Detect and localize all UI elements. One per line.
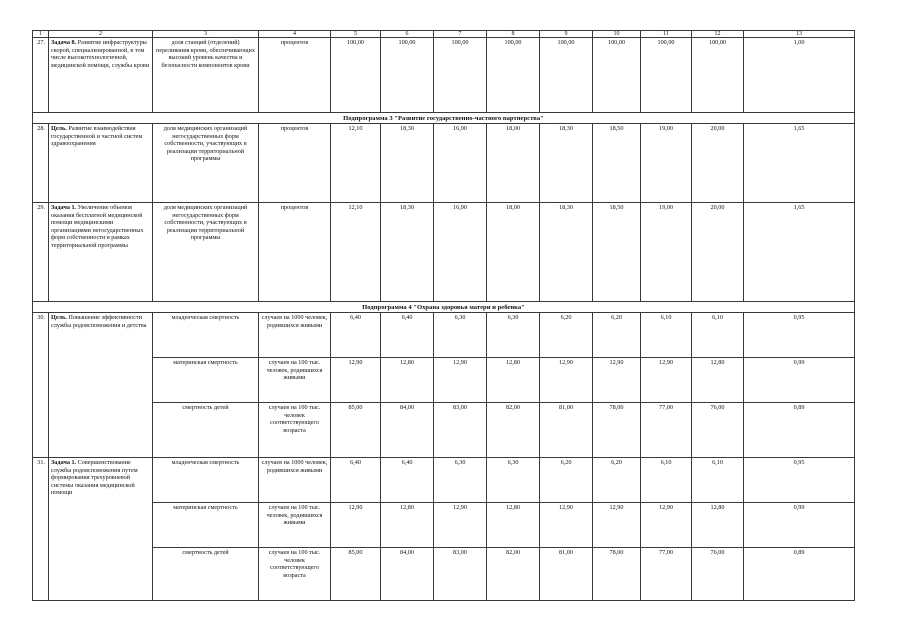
table-row (33, 203, 855, 302)
indicator-value: 100,00 (692, 38, 744, 113)
indicator-value: 6,40 (381, 458, 434, 503)
indicator-value: 6,30 (434, 313, 487, 358)
subprogram-title: Подпрограмма 4 "Охрана здоровья матери и ребенка" (33, 302, 855, 313)
goal-task-cell (49, 203, 153, 302)
indicator-value: 16,90 (434, 203, 487, 302)
column-header: 9 (540, 31, 593, 38)
unit-of-measure: процентов (259, 38, 331, 113)
column-header: 1 (33, 31, 49, 38)
indicator-value: 85,00 (331, 403, 381, 458)
unit-of-measure: случаев на 1000 человек, родившихся живыми (259, 313, 331, 358)
unit-of-measure: случаев на 100 тыс. человек соответствующего возраста (259, 403, 331, 458)
indicator-value: 16,90 (434, 124, 487, 203)
table-row (33, 358, 855, 403)
indicator-value: 20,00 (692, 124, 744, 203)
column-header: 10 (593, 31, 641, 38)
goal-task-text: Совершенствование службы родовспоможения путем формирования трехуровневой системы оказания медицинской помощи (51, 459, 138, 497)
indicator-value: 12,90 (434, 358, 487, 403)
indicator-value: 6,30 (487, 458, 540, 503)
indicator-value: 18,00 (487, 203, 540, 302)
table-row (33, 548, 855, 601)
indicator-value: 77,00 (641, 548, 692, 601)
goal-task-label: Цель. (51, 314, 67, 321)
goal-task-cell (49, 313, 153, 458)
indicator-value: 6,40 (331, 313, 381, 358)
indicator-value: 6,10 (641, 313, 692, 358)
column-header: 8 (487, 31, 540, 38)
indicator-value: 6,40 (381, 313, 434, 358)
indicator-name: смертность детей (153, 548, 259, 601)
indicator-value: 76,00 (692, 548, 744, 601)
goal-task-text: Повышение эффективности службы родовспоможения и детства (51, 314, 147, 329)
indicator-value: 12,80 (487, 358, 540, 403)
indicator-name: смертность детей (153, 403, 259, 458)
goal-task-text: Развитие инфраструктуры скорой, специализированной, в том числе высокотехнологичной, медицинской помощи, службы крови (51, 39, 150, 69)
indicator-value: 0,89 (744, 403, 855, 458)
indicator-value: 12,90 (540, 503, 593, 548)
goal-task-label: Задача 8. (51, 39, 77, 46)
indicator-value: 12,90 (331, 358, 381, 403)
indicator-value: 12,90 (331, 503, 381, 548)
indicator-value: 12,10 (331, 203, 381, 302)
indicator-value: 81,00 (540, 548, 593, 601)
column-number-row (33, 31, 855, 38)
unit-of-measure: случаев на 1000 человек, родившихся живыми (259, 458, 331, 503)
indicator-value: 12,90 (593, 503, 641, 548)
indicator-value: 100,00 (331, 38, 381, 113)
column-header: 5 (331, 31, 381, 38)
indicator-value: 78,00 (593, 403, 641, 458)
indicator-value: 6,30 (434, 458, 487, 503)
column-header: 4 (259, 31, 331, 38)
row-number: 31. (33, 458, 49, 601)
indicator-name: младенческая смертность (153, 458, 259, 503)
indicator-value: 6,10 (641, 458, 692, 503)
column-header: 7 (434, 31, 487, 38)
indicators-table (32, 30, 855, 601)
indicator-value: 85,00 (331, 548, 381, 601)
indicator-value: 12,90 (641, 503, 692, 548)
indicator-value: 12,90 (540, 358, 593, 403)
unit-of-measure: процентов (259, 203, 331, 302)
indicator-value: 6,20 (540, 313, 593, 358)
indicator-value: 12,80 (692, 503, 744, 548)
goal-task-text: Развитие взаимодействия государственной и частной систем здравоохранения (51, 125, 143, 148)
indicator-value: 77,00 (641, 403, 692, 458)
indicator-value: 18,30 (540, 203, 593, 302)
indicator-value: 12,90 (641, 358, 692, 403)
row-number: 28. (33, 124, 49, 203)
indicator-value: 84,00 (381, 548, 434, 601)
indicator-value: 18,30 (381, 124, 434, 203)
indicator-name: доля медицинских организаций негосударственных форм собственности, участвующих в реализации территориальной программы (153, 203, 259, 302)
table-body (33, 31, 855, 601)
unit-of-measure: случаев на 100 тыс. человек, родившихся живыми (259, 358, 331, 403)
unit-of-measure: случаев на 100 тыс. человек, родившихся живыми (259, 503, 331, 548)
column-header: 12 (692, 31, 744, 38)
indicator-value: 100,00 (540, 38, 593, 113)
indicator-value: 18,00 (487, 124, 540, 203)
indicator-value: 82,00 (487, 403, 540, 458)
indicator-value: 18,30 (540, 124, 593, 203)
indicator-value: 0,95 (744, 313, 855, 358)
goal-task-text: Увеличение объемов оказания бесплатной медицинской помощи медицинскими организациями негосударственных форм собственности в рамках территориальной программы (51, 204, 144, 249)
table-row (33, 503, 855, 548)
indicator-value: 81,00 (540, 403, 593, 458)
indicator-value: 100,00 (434, 38, 487, 113)
goal-task-cell (49, 458, 153, 601)
indicator-value: 100,00 (593, 38, 641, 113)
subprogram-row (33, 113, 855, 124)
column-header: 11 (641, 31, 692, 38)
indicator-name: младенческая смертность (153, 313, 259, 358)
indicator-name: доля станций (отделений) переливания крови, обеспечивающих высокий уровень качества и безопасности компонентов крови (153, 38, 259, 113)
subprogram-title: Подпрограмма 3 "Развитие государственно-частного партнерства" (33, 113, 855, 124)
column-header: 3 (153, 31, 259, 38)
goal-task-cell (49, 38, 153, 113)
indicator-value: 1,65 (744, 203, 855, 302)
indicator-value: 82,00 (487, 548, 540, 601)
row-number: 29. (33, 203, 49, 302)
unit-of-measure: случаев на 100 тыс. человек соответствующего возраста (259, 548, 331, 601)
indicator-value: 84,00 (381, 403, 434, 458)
indicator-value: 6,20 (593, 458, 641, 503)
indicator-value: 6,20 (593, 313, 641, 358)
indicator-value: 18,50 (593, 203, 641, 302)
table-row (33, 38, 855, 113)
row-number: 30. (33, 313, 49, 458)
indicator-value: 1,65 (744, 124, 855, 203)
indicator-value: 12,90 (593, 358, 641, 403)
indicator-value: 19,00 (641, 203, 692, 302)
indicator-value: 20,00 (692, 203, 744, 302)
indicator-value: 6,40 (331, 458, 381, 503)
indicator-value: 18,30 (381, 203, 434, 302)
subprogram-row (33, 302, 855, 313)
table-row (33, 403, 855, 458)
indicator-value: 100,00 (487, 38, 540, 113)
indicator-value: 12,80 (381, 503, 434, 548)
table-row (33, 313, 855, 358)
indicator-value: 100,00 (641, 38, 692, 113)
table-row (33, 458, 855, 503)
indicator-value: 83,00 (434, 548, 487, 601)
indicator-value: 6,20 (540, 458, 593, 503)
indicator-value: 83,00 (434, 403, 487, 458)
indicator-value: 0,89 (744, 548, 855, 601)
indicator-value: 6,10 (692, 458, 744, 503)
indicator-value: 0,95 (744, 458, 855, 503)
indicator-value: 12,80 (381, 358, 434, 403)
indicator-value: 76,00 (692, 403, 744, 458)
indicator-value: 18,50 (593, 124, 641, 203)
column-header: 6 (381, 31, 434, 38)
indicator-name: доля медицинских организаций негосударственных форм собственности, участвующих в реализации территориальной программы (153, 124, 259, 203)
goal-task-label: Задача 1. (51, 204, 77, 211)
goal-task-label: Задача 1. (51, 459, 77, 466)
column-header: 2 (49, 31, 153, 38)
indicator-value: 12,90 (434, 503, 487, 548)
goal-task-label: Цель. (51, 125, 67, 132)
indicator-value: 0,99 (744, 358, 855, 403)
indicator-value: 0,99 (744, 503, 855, 548)
indicator-name: материнская смертность (153, 503, 259, 548)
indicator-name: материнская смертность (153, 358, 259, 403)
indicator-value: 6,10 (692, 313, 744, 358)
table-row (33, 124, 855, 203)
indicator-value: 12,80 (487, 503, 540, 548)
row-number: 27. (33, 38, 49, 113)
indicator-value: 12,10 (331, 124, 381, 203)
unit-of-measure: процентов (259, 124, 331, 203)
indicator-value: 19,00 (641, 124, 692, 203)
indicator-value: 78,00 (593, 548, 641, 601)
indicator-value: 6,30 (487, 313, 540, 358)
goal-task-cell (49, 124, 153, 203)
indicator-value: 1,00 (744, 38, 855, 113)
indicator-value: 12,80 (692, 358, 744, 403)
column-header: 13 (744, 31, 855, 38)
indicator-value: 100,00 (381, 38, 434, 113)
